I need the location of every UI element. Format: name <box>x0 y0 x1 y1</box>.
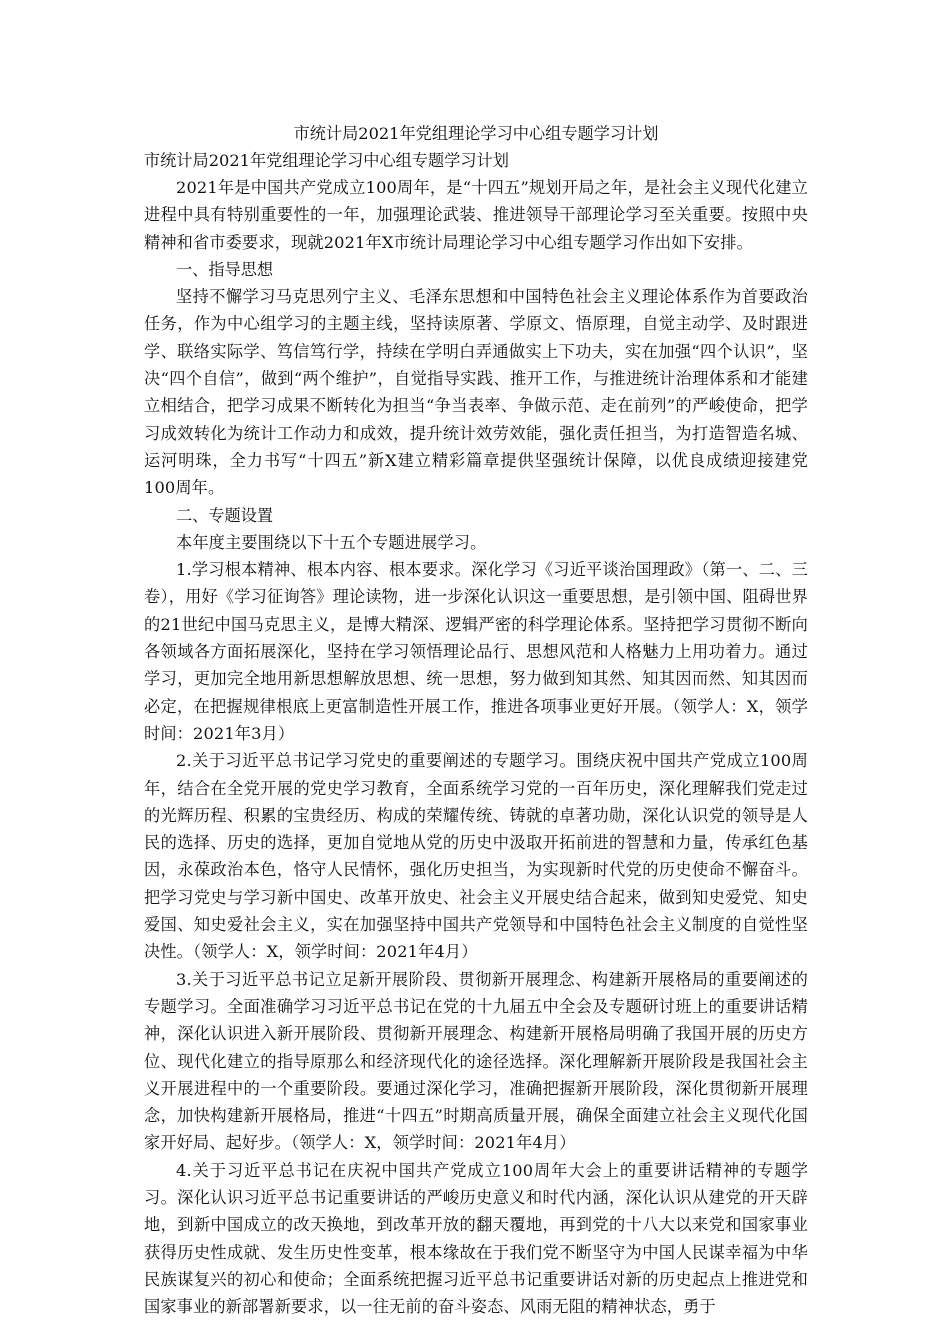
topic-item-1: 1.学习根本精神、根本内容、根本要求。深化学习《习近平谈治国理政》（第一、二、三卷），用好《学习征询答》理论读物，进一步深化认识这一重要思想，是引领中国、阻碍世界的21世纪中国马克思主义，是博大精深、逻辑严密的科学理论体系。坚持把学习贯彻不断向各领域各方面拓展深化，坚持在学习领悟理论品行、思想风范和人格魅力上用功着力。通过学习，更加完全地用新思想解放思想、统一思想，努力做到知其然、知其因而然、知其因而必定，在把握规律根底上更富制造性开展工作，推进各项事业更好开展。（领学人：X，领学时间：2021年3月） <box>144 560 808 743</box>
guiding-ideology-paragraph: 坚持不懈学习马克思列宁主义、毛泽东思想和中国特色社会主义理论体系作为首要政治任务，作为中心组学习的主题主线，坚持读原著、学原文、悟原理，自觉主动学、及时跟进学、联络实际学、笃信笃行学，持续在学明白弄通做实上下功夫，实在加强“四个认识”，坚决“四个自信”，做到“两个维护”，自觉指导实践、推开工作，与推进统计治理体系和才能建立相结合，把学习成果不断转化为担当“争当表率、争做示范、走在前列”的严峻使命，把学习成效转化为统计工作动力和成效，提升统计效劳效能，强化责任担当，为打造智造名城、运河明珠，全力书写“十四五”新X建立精彩篇章提供坚强统计保障，以优良成绩迎接建党100周年。 <box>144 287 808 498</box>
topics-intro-paragraph: 本年度主要围绕以下十五个专题进展学习。 <box>176 532 487 552</box>
topic-item-2: 2.关于习近平总书记学习党史的重要阐述的专题学习。围绕庆祝中国共产党成立100周年，结合在全党开展的党史学习教育，全面系统学习党的一百年历史，深化理解我们党走过的光辉历程、积累的宝贵经历、构成的荣耀传统、铸就的卓著功勋，深化认识党的领导是人民的选择、历史的选择，更加自觉地从党的历史中汲取开拓前进的智慧和力量，传承红色基因，永葆政治本色，恪守人民情怀，强化历史担当，为实现新时代党的历史使命不懈奋斗。把学习党史与学习新中国史、改革开放史、社会主义开展史结合起来，做到知史爱党、知史爱国、知史爱社会主义，实在加强坚持中国共产党领导和中国特色社会主义制度的自觉性坚决性。（领学人：X，领学时间：2021年4月） <box>144 751 808 962</box>
document-page <box>144 121 808 1320</box>
intro-paragraph: 2021年是中国共产党成立100周年，是“十四五”规划开局之年，是社会主义现代化建立进程中具有特别重要性的一年，加强理论武装、推进领导干部理论学习至关重要。按照中央精神和省市委要求，现就2021年X市统计局理论学习中心组专题学习作出如下安排。 <box>144 178 808 252</box>
section-heading-guiding-ideology: 一、指导思想 <box>176 259 274 279</box>
topic-item-4: 4.关于习近平总书记在庆祝中国共产党成立100周年大会上的重要讲话精神的专题学习。深化认识习近平总书记重要讲话的严峻历史意义和时代内涵，深化认识从建党的开天辟地，到新中国成立的改天换地，到改革开放的翻天覆地，再到党的十八大以来党和国家事业获得历史性成就、发生历史性变革，根本缘故在于我们党不断坚守为中国人民谋幸福为中华民族谋复兴的初心和使命；全面系统把握习近平总书记重要讲话对新的历史起点上推进党和国家事业的新部署新要求，以一往无前的奋斗姿态、风雨无阻的精神状态，勇于 <box>144 1160 808 1317</box>
document-title: 市统计局2021年党组理论学习中心组专题学习计划 <box>293 124 659 143</box>
topic-item-3: 3.关于习近平总书记立足新开展阶段、贯彻新开展理念、构建新开展格局的重要阐述的专题学习。全面准确学习习近平总书记在党的十九届五中全会及专题研讨班上的重要讲话精神，深化认识进入新开展阶段、贯彻新开展理念、构建新开展格局明确了我国开展的历史方位、现代化建立的指导原那么和经济现代化的途径选择。深化理解新开展阶段是我国社会主义开展进程中的一个重要阶段。要通过深化学习，准确把握新开展阶段，深化贯彻新开展理念，加快构建新开展格局，推进“十四五”时期高质量开展，确保全面建立社会主义现代化国家开好局、起好步。（领学人：X，领学时间：2021年4月） <box>144 969 808 1153</box>
section-heading-topics: 二、专题设置 <box>176 505 274 525</box>
document-subtitle: 市统计局2021年党组理论学习中心组专题学习计划 <box>144 151 509 170</box>
